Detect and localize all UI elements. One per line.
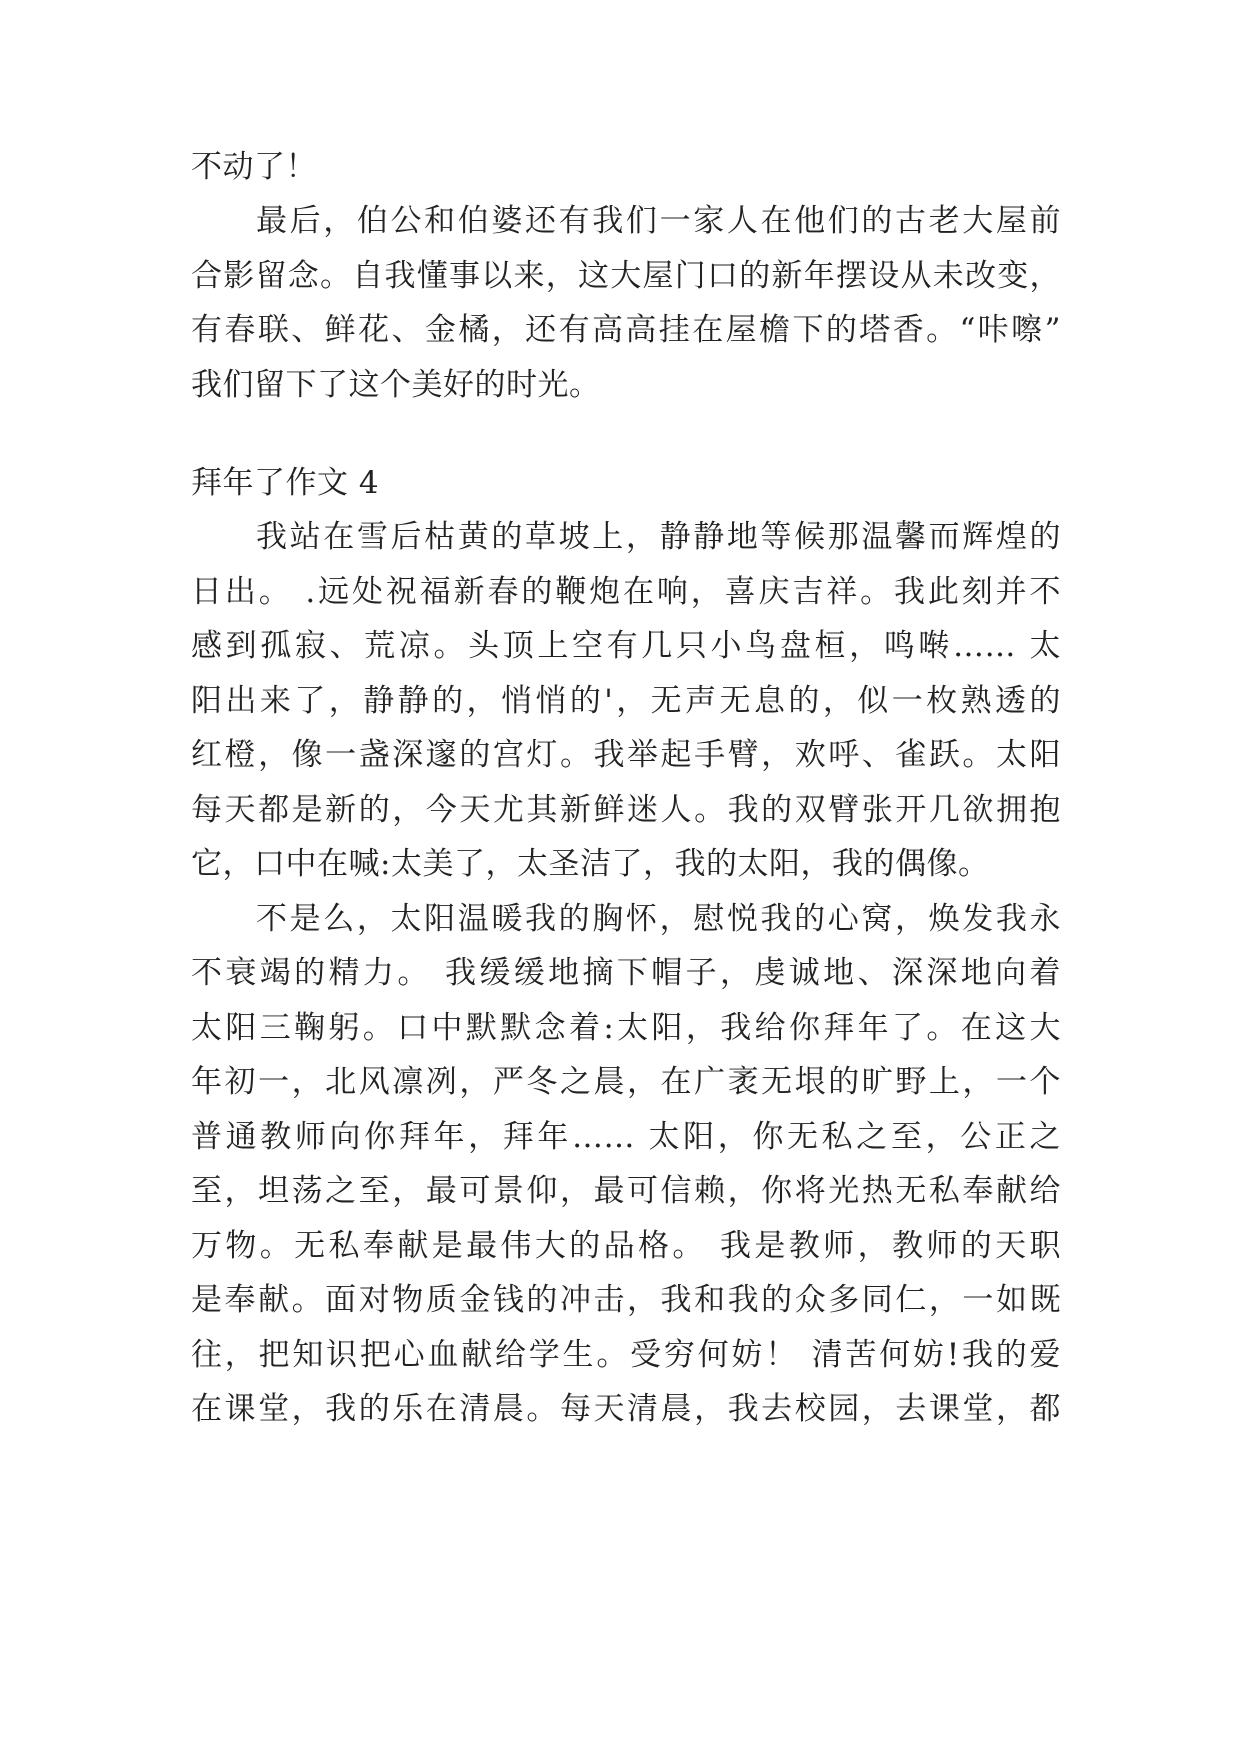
- text-line: 往，把知识把心血献给学生。受穷何妨！ 清苦何妨!我的爱: [191, 1337, 1061, 1373]
- text-line: 我们留下了这个美好的时光。: [191, 367, 601, 403]
- text-line: 它，口中在喊:太美了，太圣洁了，我的太阳，我的偶像。: [191, 846, 990, 882]
- text-line: 在课堂，我的乐在清晨。每天清晨，我去校园，去课堂，都: [191, 1391, 1061, 1427]
- section-heading: 拜年了作文 4: [191, 465, 380, 501]
- text-line: 普通教师向你拜年，拜年…… 太阳，你无私之至，公正之: [191, 1119, 1061, 1155]
- text-line: 不衰竭的精力。 我缓缓地摘下帽子，虔诚地、深深地向着: [191, 955, 1061, 991]
- text-line: 年初一，北风凛冽，严冬之晨，在广袤无垠的旷野上，一个: [191, 1064, 1061, 1100]
- text-line: 万物。无私奉献是最伟大的品格。 我是教师，教师的天职: [191, 1228, 1061, 1264]
- text-line: 是奉献。面对物质金钱的冲击，我和我的众多同仁，一如既: [191, 1282, 1061, 1318]
- text-line: 日出。 .远处祝福新春的鞭炮在响，喜庆吉祥。我此刻并不: [191, 574, 1061, 610]
- paragraph-first-line: 不是么，太阳温暖我的胸怀，慰悦我的心窝，焕发我永: [256, 901, 1061, 937]
- text-line: 阳出来了，静静的，悄悄的'，无声无息的，似一枚熟透的: [191, 683, 1061, 719]
- text-line: 每天都是新的，今天尤其新鲜迷人。我的双臂张开几欲拥抱: [191, 792, 1061, 828]
- paragraph-first-line: 我站在雪后枯黄的草坡上，静静地等候那温馨而辉煌的: [256, 519, 1061, 555]
- paragraph-first-line: 最后，伯公和伯婆还有我们一家人在他们的古老大屋前: [256, 203, 1061, 239]
- text-line: 不动了！: [191, 149, 317, 185]
- text-line: 感到孤寂、荒凉。头顶上空有几只小鸟盘桓，鸣啭…… 太: [191, 628, 1061, 664]
- text-line: 太阳三鞠躬。口中默默念着:太阳，我给你拜年了。在这大: [191, 1010, 1061, 1046]
- text-line: 合影留念。自我懂事以来，这大屋门口的新年摆设从未改变，: [191, 258, 1061, 294]
- text-line: 有春联、鲜花、金橘，还有高高挂在屋檐下的塔香。“咔嚓”: [191, 312, 1061, 348]
- text-line: 至，坦荡之至，最可景仰，最可信赖，你将光热无私奉献给: [191, 1173, 1061, 1209]
- text-line: 红橙，像一盏深邃的宫灯。我举起手臂，欢呼、雀跃。太阳: [191, 737, 1061, 773]
